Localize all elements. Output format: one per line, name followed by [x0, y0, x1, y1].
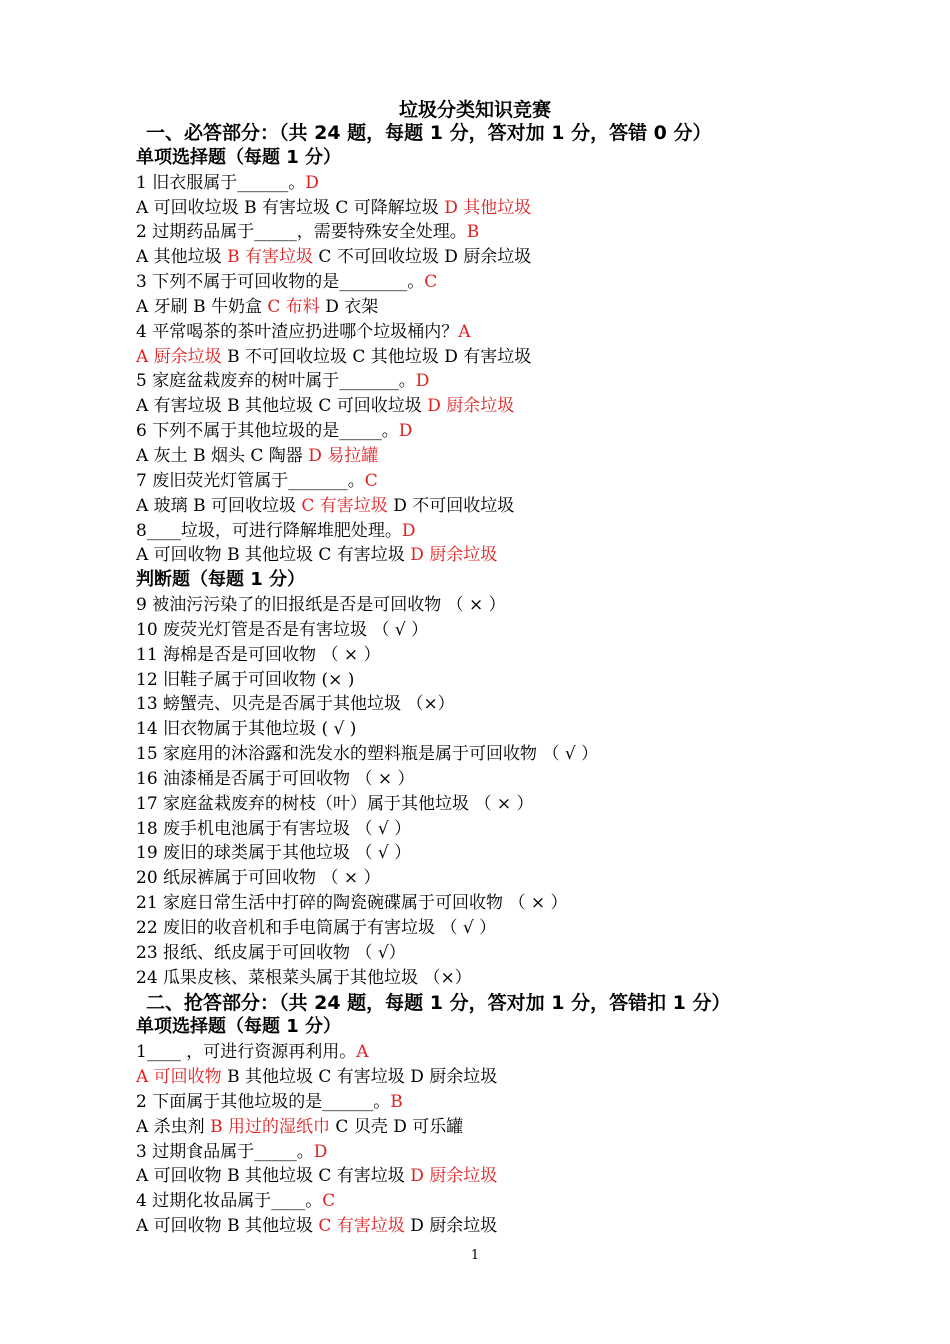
text-line	[136, 519, 836, 544]
line-text: 12 旧鞋子属于可回收物 (× )	[136, 669, 355, 690]
text-line	[136, 1189, 836, 1214]
line-text: 16 油漆桶是否属于可回收物 （ × ）	[136, 768, 415, 789]
line-text: 20 纸尿裤属于可回收物 （ × ）	[136, 868, 381, 889]
text-line	[136, 618, 836, 643]
line-text: 判断题（每题 1 分）	[136, 569, 306, 591]
text-line	[136, 941, 836, 966]
line-text: C 不可回收垃圾 D 厨余垃圾	[313, 247, 532, 268]
text-line	[136, 220, 836, 245]
text-line	[136, 1115, 836, 1140]
line-text: D 厨余垃圾	[404, 1216, 498, 1237]
answer-text: C	[364, 470, 378, 491]
line-text: 2 过期药品属于_____，需要特殊安全处理。	[136, 222, 467, 243]
answer-text: D	[313, 1141, 328, 1162]
line-text: 2 下面属于其他垃圾的是______。	[136, 1091, 391, 1112]
text-line	[136, 270, 836, 295]
text-line	[136, 394, 836, 419]
answer-text: A 厨余垃圾	[136, 346, 222, 367]
answer-text: D 易拉罐	[308, 445, 379, 466]
text-line	[136, 866, 836, 891]
answer-text: D	[398, 421, 413, 442]
text-line	[136, 494, 836, 519]
line-text: A 其他垃圾	[136, 247, 228, 268]
line-text: 4 平常喝茶的茶叶渣应扔进哪个垃圾桶内？	[136, 321, 459, 342]
text-line	[136, 891, 836, 916]
section-heading	[136, 1015, 836, 1040]
answer-text: A	[356, 1042, 369, 1063]
line-text: 二、抢答部分：（共 24 题，每题 1 分，答对加 1 分，答错扣 1 分）	[146, 991, 731, 1014]
text-line	[136, 792, 836, 817]
line-text: 10 废荧光灯管是否是有害垃圾 （ √ ）	[136, 619, 429, 640]
line-text: 5 家庭盆栽废弃的树叶属于_______。	[136, 371, 416, 392]
answer-text: B	[466, 222, 480, 243]
line-text: A 可回收物 B 其他垃圾 C 有害垃圾	[136, 545, 411, 566]
text-line	[136, 245, 836, 270]
text-line	[136, 320, 836, 345]
line-text: A 牙刷 B 牛奶盒	[136, 296, 268, 317]
line-text: A 可回收物 B 其他垃圾 C 有害垃圾	[136, 1166, 411, 1187]
text-line	[136, 1214, 836, 1239]
answer-text: B 有害垃圾	[227, 247, 313, 268]
line-text: 4 过期化妆品属于____。	[136, 1191, 323, 1212]
line-text: 19 废旧的球类属于其他垃圾 （ √ ）	[136, 843, 412, 864]
answer-text: D 厨余垃圾	[410, 1166, 498, 1187]
section-heading	[136, 568, 836, 593]
text-line	[136, 643, 836, 668]
answer-text: C 布料	[267, 296, 320, 317]
text-line	[136, 369, 836, 394]
document-body	[136, 121, 836, 1239]
page-number: 1	[470, 1248, 480, 1263]
answer-text: C	[424, 272, 438, 293]
text-line	[136, 767, 836, 792]
answer-text: B 用过的湿纸巾	[210, 1116, 330, 1137]
line-text: 6 下列不属于其他垃圾的是_____。	[136, 421, 399, 442]
answer-text: B	[390, 1091, 403, 1112]
line-text: 15 家庭用的沐浴露和洗发水的塑料瓶是属于可回收物 （ √ ）	[136, 744, 599, 765]
text-line	[136, 916, 836, 941]
answer-text: A	[458, 321, 471, 342]
text-line	[136, 841, 836, 866]
text-line	[136, 692, 836, 717]
text-line	[136, 717, 836, 742]
line-text: 23 报纸、纸皮属于可回收物 （ √）	[136, 942, 406, 963]
line-text: D 衣架	[319, 296, 379, 317]
line-text: B 不可回收垃圾 C 其他垃圾 D 有害垃圾	[221, 346, 532, 367]
text-line	[136, 345, 836, 370]
text-line	[136, 966, 836, 991]
line-text: 22 废旧的收音机和手电筒属于有害垃圾 （ √ ）	[136, 918, 497, 938]
line-text: 一、必答部分：（共 24 题，每题 1 分，答对加 1 分，答错 0 分）	[146, 122, 712, 144]
line-text: 14 旧衣物属于其他垃圾 ( √ )	[136, 719, 357, 740]
line-text: 13 螃蟹壳、贝壳是否属于其他垃圾 （×）	[136, 694, 455, 715]
text-line	[136, 1040, 836, 1065]
line-text: 9 被油污污染了的旧报纸是否是可回收物 （ × ）	[136, 595, 506, 616]
line-text: 1 旧衣服属于______。	[136, 172, 306, 193]
text-line	[136, 1065, 836, 1090]
text-line	[136, 295, 836, 320]
line-text: 7 废旧荧光灯管属于_______。	[136, 470, 365, 491]
line-text: 单项选择题（每题 1 分）	[136, 146, 342, 168]
text-line	[136, 1164, 836, 1189]
line-text: A 玻璃 B 可回收垃圾	[136, 495, 302, 516]
text-line	[136, 593, 836, 618]
line-text: 3 下列不属于可回收物的是________。	[136, 272, 425, 293]
text-line	[136, 543, 836, 568]
text-line	[136, 1140, 836, 1165]
text-line	[136, 742, 836, 767]
line-text: A 可回收物 B 其他垃圾	[136, 1216, 319, 1237]
text-line	[136, 444, 836, 469]
answer-text: D	[305, 172, 319, 193]
line-text: A 灰土 B 烟头 C 陶器	[136, 445, 309, 466]
section-heading	[136, 146, 836, 171]
answer-text: A 可回收物	[136, 1067, 222, 1088]
text-line	[136, 668, 836, 693]
section-heading	[136, 991, 836, 1016]
line-text: 17 家庭盆栽废弃的树枝（叶）属于其他垃圾 （ × ）	[136, 793, 534, 814]
text-line	[136, 817, 836, 842]
answer-text: C	[322, 1191, 336, 1212]
line-text: 1____ ，可进行资源再利用。	[136, 1042, 357, 1063]
answer-text: C 有害垃圾	[318, 1216, 405, 1237]
answer-text: D	[401, 520, 416, 541]
text-line	[136, 196, 836, 221]
line-text: D 不可回收垃圾	[387, 495, 515, 516]
line-text: A 杀虫剂	[136, 1116, 211, 1137]
line-text: 8____垃圾，可进行降解堆肥处理。	[136, 520, 402, 541]
answer-text: D	[415, 371, 430, 392]
line-text: 24 瓜果皮核、菜根菜头属于其他垃圾 （×）	[136, 967, 472, 988]
line-text: 18 废手机电池属于有害垃圾 （ √ ）	[136, 818, 412, 839]
line-text: B 其他垃圾 C 有害垃圾 D 厨余垃圾	[221, 1067, 498, 1088]
line-text: C 贝壳 D 可乐罐	[330, 1116, 464, 1137]
line-text: 3 过期食品属于_____。	[136, 1141, 314, 1162]
answer-text: D 厨余垃圾	[410, 545, 498, 566]
answer-text: C 有害垃圾	[301, 495, 388, 516]
answer-text: D 厨余垃圾	[427, 396, 515, 417]
text-line	[136, 171, 836, 196]
line-text: 21 家庭日常生活中打碎的陶瓷碗碟属于可回收物 （ × ）	[136, 893, 568, 914]
line-text: 11 海棉是否是可回收物 （ × ）	[136, 644, 381, 665]
text-line	[136, 469, 836, 494]
text-line	[136, 419, 836, 444]
section-heading	[136, 121, 836, 146]
document-title: 垃圾分类知识竞赛	[398, 99, 551, 121]
line-text: A 可回收垃圾 B 有害垃圾 C 可降解垃圾	[136, 197, 445, 218]
line-text: 单项选择题（每题 1 分）	[136, 1016, 342, 1038]
line-text: A 有害垃圾 B 其他垃圾 C 可回收垃圾	[136, 396, 428, 417]
answer-text: D 其他垃圾	[444, 197, 532, 218]
text-line	[136, 1090, 836, 1115]
